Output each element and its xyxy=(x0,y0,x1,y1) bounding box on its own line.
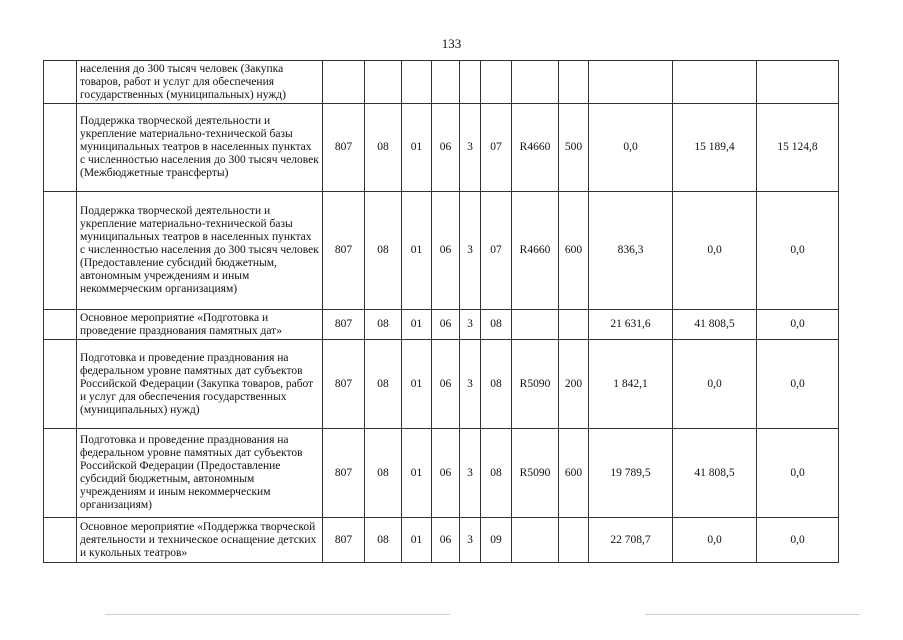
code-expense-type-cell xyxy=(559,61,589,104)
code-expense-type-cell xyxy=(559,518,589,563)
code-subsection-cell: 01 xyxy=(402,310,432,340)
code-direction-cell: R5090 xyxy=(512,340,559,429)
row-index-cell xyxy=(44,429,77,518)
code-program-cell: 06 xyxy=(432,310,460,340)
code-program-cell: 06 xyxy=(432,429,460,518)
amount-year-2-cell: 15 189,4 xyxy=(673,104,757,192)
row-index-cell xyxy=(44,104,77,192)
amount-year-1-cell xyxy=(589,61,673,104)
code-event-cell: 07 xyxy=(481,104,512,192)
amount-year-3-cell: 15 124,8 xyxy=(757,104,839,192)
table-row xyxy=(44,61,839,104)
code-section-cell: 08 xyxy=(365,310,402,340)
budget-table xyxy=(43,60,839,563)
table-row xyxy=(44,518,839,563)
code-direction-cell xyxy=(512,518,559,563)
code-ministry-cell: 807 xyxy=(323,310,365,340)
amount-year-3-cell: 0,0 xyxy=(757,310,839,340)
table-row xyxy=(44,310,839,340)
table-row xyxy=(44,429,839,518)
amount-year-1-cell: 22 708,7 xyxy=(589,518,673,563)
page-number: 133 xyxy=(441,36,462,51)
description-cell: Основное мероприятие «Подготовка и проведение празднования памятных дат» xyxy=(77,310,323,340)
code-expense-type-cell: 200 xyxy=(559,340,589,429)
table-row xyxy=(44,104,839,192)
code-ministry-cell xyxy=(323,61,365,104)
code-subprogram-cell: 3 xyxy=(460,340,481,429)
code-subsection-cell: 01 xyxy=(402,340,432,429)
code-program-cell: 06 xyxy=(432,104,460,192)
amount-year-2-cell: 0,0 xyxy=(673,340,757,429)
code-subprogram-cell: 3 xyxy=(460,518,481,563)
code-event-cell: 07 xyxy=(481,192,512,310)
description-cell: Поддержка творческой деятельности и укрепление материально-технической базы муниципальных театров в населенных пунктах с численностью населения до 300 тысяч человек (Предоставление субсидий бюджетным, автономным учреждениям и иным некоммерческим организациям) xyxy=(77,192,323,310)
code-program-cell: 06 xyxy=(432,518,460,563)
code-section-cell: 08 xyxy=(365,518,402,563)
code-event-cell: 08 xyxy=(481,310,512,340)
description-cell: Подготовка и проведение празднования на федеральном уровне памятных дат субъектов Российской Федерации (Закупка товаров, работ и услуг для обеспечения государственных (муниципальных) нужд) xyxy=(77,340,323,429)
row-index-cell xyxy=(44,192,77,310)
code-section-cell: 08 xyxy=(365,429,402,518)
code-subprogram-cell: 3 xyxy=(460,429,481,518)
code-subprogram-cell: 3 xyxy=(460,104,481,192)
code-direction-cell: R4660 xyxy=(512,192,559,310)
code-direction-cell: R5090 xyxy=(512,429,559,518)
amount-year-1-cell: 21 631,6 xyxy=(589,310,673,340)
code-ministry-cell: 807 xyxy=(323,429,365,518)
code-subprogram-cell: 3 xyxy=(460,310,481,340)
code-expense-type-cell xyxy=(559,310,589,340)
code-subsection-cell: 01 xyxy=(402,518,432,563)
amount-year-3-cell: 0,0 xyxy=(757,518,839,563)
table-body xyxy=(44,61,839,563)
amount-year-2-cell: 41 808,5 xyxy=(673,310,757,340)
code-section-cell xyxy=(365,61,402,104)
code-ministry-cell: 807 xyxy=(323,340,365,429)
code-event-cell: 08 xyxy=(481,340,512,429)
amount-year-2-cell: 41 808,5 xyxy=(673,429,757,518)
amount-year-1-cell: 0,0 xyxy=(589,104,673,192)
amount-year-2-cell: 0,0 xyxy=(673,518,757,563)
amount-year-3-cell: 0,0 xyxy=(757,340,839,429)
code-program-cell xyxy=(432,61,460,104)
code-direction-cell: R4660 xyxy=(512,104,559,192)
row-index-cell xyxy=(44,518,77,563)
code-ministry-cell: 807 xyxy=(323,518,365,563)
code-subsection-cell: 01 xyxy=(402,429,432,518)
amount-year-1-cell: 836,3 xyxy=(589,192,673,310)
description-cell: населения до 300 тысяч человек (Закупка товаров, работ и услуг для обеспечения государственных (муниципальных) нужд) xyxy=(77,61,323,104)
code-subsection-cell: 01 xyxy=(402,192,432,310)
amount-year-1-cell: 1 842,1 xyxy=(589,340,673,429)
row-index-cell xyxy=(44,310,77,340)
amount-year-3-cell: 0,0 xyxy=(757,429,839,518)
amount-year-2-cell xyxy=(673,61,757,104)
code-program-cell: 06 xyxy=(432,192,460,310)
code-subsection-cell xyxy=(402,61,432,104)
table-row xyxy=(44,192,839,310)
footer-line-right xyxy=(645,614,860,615)
code-event-cell xyxy=(481,61,512,104)
footer-line-left xyxy=(105,614,450,615)
code-section-cell: 08 xyxy=(365,192,402,310)
code-program-cell: 06 xyxy=(432,340,460,429)
table-row xyxy=(44,340,839,429)
description-cell: Поддержка творческой деятельности и укрепление материально-технической базы муниципальных театров в населенных пунктах с численностью населения до 300 тысяч человек (Межбюджетные трансферты) xyxy=(77,104,323,192)
code-subprogram-cell: 3 xyxy=(460,192,481,310)
amount-year-2-cell: 0,0 xyxy=(673,192,757,310)
row-index-cell xyxy=(44,340,77,429)
code-subprogram-cell xyxy=(460,61,481,104)
code-ministry-cell: 807 xyxy=(323,192,365,310)
code-expense-type-cell: 600 xyxy=(559,429,589,518)
row-index-cell xyxy=(44,61,77,104)
amount-year-1-cell: 19 789,5 xyxy=(589,429,673,518)
description-cell: Подготовка и проведение празднования на федеральном уровне памятных дат субъектов Российской Федерации (Предоставление субсидий бюджетным, автономным учреждениям и иным некоммерческим организациям) xyxy=(77,429,323,518)
code-event-cell: 08 xyxy=(481,429,512,518)
code-ministry-cell: 807 xyxy=(323,104,365,192)
code-section-cell: 08 xyxy=(365,104,402,192)
code-direction-cell xyxy=(512,61,559,104)
code-expense-type-cell: 600 xyxy=(559,192,589,310)
code-expense-type-cell: 500 xyxy=(559,104,589,192)
description-cell: Основное мероприятие «Поддержка творческой деятельности и техническое оснащение детских и кукольных театров» xyxy=(77,518,323,563)
code-subsection-cell: 01 xyxy=(402,104,432,192)
code-direction-cell xyxy=(512,310,559,340)
amount-year-3-cell xyxy=(757,61,839,104)
code-section-cell: 08 xyxy=(365,340,402,429)
code-event-cell: 09 xyxy=(481,518,512,563)
amount-year-3-cell: 0,0 xyxy=(757,192,839,310)
